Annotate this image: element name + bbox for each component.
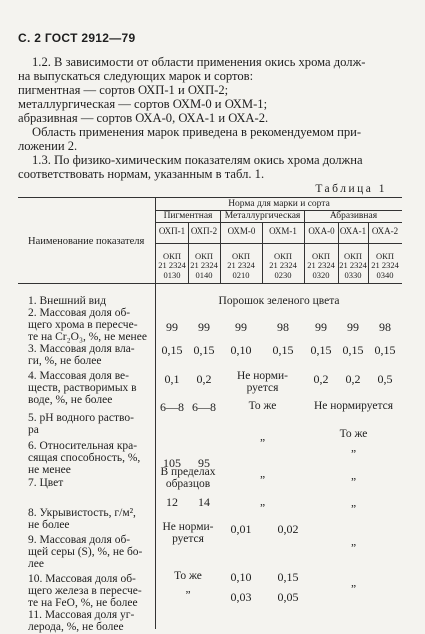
table-cell: 99: [235, 320, 247, 334]
paragraph-line: 1.3. По физико-химическим показателям окись хрома должна: [32, 153, 363, 167]
row-name: 3. Массовая доля вла-: [28, 343, 135, 355]
row-name: 11. Массовая доля уг-: [28, 609, 135, 621]
paragraph-line: металлургическая — сортов ОХМ-0 и ОХМ-1;: [18, 97, 268, 111]
group-rule: [156, 222, 402, 223]
row-name: 7. Цвет: [28, 477, 64, 489]
table-cell: 0,05: [277, 590, 299, 604]
table-cell: 99: [198, 320, 210, 334]
okp-code: 0130: [163, 269, 181, 280]
paragraph-line: ложении 2.: [18, 139, 78, 153]
okp-code: 21 2324: [190, 260, 218, 271]
header-bottom-rule: [18, 283, 402, 284]
table-cell: 98: [277, 320, 289, 334]
grade-rule: [156, 243, 402, 244]
norm-header: Норма для марки и сорта: [228, 199, 330, 209]
okp-label: ОКП: [376, 251, 394, 261]
okp-code: 0140: [195, 269, 213, 280]
table-cell: Не норми-: [236, 370, 289, 382]
table-cell: То же: [339, 428, 368, 440]
row-name: те на FeO, %, не более: [28, 597, 138, 609]
table-cell: „: [350, 442, 357, 454]
row-name: 1. Внешний вид: [28, 295, 107, 307]
paragraph-line: пигментная — сортов ОХП-1 и ОХП-2;: [18, 83, 229, 97]
row-name: щего железа в пересче-: [28, 585, 142, 597]
okp-code: 21 2324: [371, 260, 399, 271]
table-cell: „: [259, 496, 266, 508]
row-name: воде, %, не более: [28, 394, 113, 406]
okp-label: ОКП: [232, 251, 250, 261]
row-name: щего хрома в пересче-: [28, 319, 138, 331]
table-cell: 99: [166, 320, 178, 334]
table-cell: В пределах: [160, 466, 216, 478]
table-cell: „: [259, 468, 266, 480]
okp-label: ОКП: [163, 251, 181, 261]
grade-label: ОХМ-1: [269, 226, 297, 236]
table-cell: То же: [248, 400, 277, 412]
grade-label: ОХА-0: [308, 226, 335, 236]
table-caption: Таблица 1: [315, 183, 387, 195]
table-cell: „: [259, 431, 266, 443]
row-name: ра: [28, 424, 39, 436]
table-cell: 0,5: [377, 372, 393, 386]
table-cell: 0,15: [193, 343, 215, 357]
okp-code: 0230: [274, 269, 292, 280]
table-cell: 99: [347, 320, 359, 334]
row-name: щей серы (S), %, не бо-: [28, 546, 143, 558]
table-cell: 0,15: [310, 343, 332, 357]
table-cell: 0,2: [196, 372, 212, 386]
table-cell: „: [350, 577, 357, 589]
grade-label: ОХП-2: [190, 226, 218, 236]
table-cell: 6—8: [160, 400, 184, 414]
table-cell: 105: [163, 456, 181, 470]
row-name: 9. Массовая доля об-: [28, 534, 131, 546]
row-name: ществ, растворимых в: [28, 382, 137, 394]
row-name: 10. Массовая доля об-: [28, 573, 136, 585]
okp-label: ОКП: [312, 251, 330, 261]
table-cell: 0,15: [272, 343, 294, 357]
table-cell: 0,2: [313, 372, 329, 386]
table-cell: 0,10: [230, 570, 252, 584]
table-cell: 12: [166, 495, 178, 509]
okp-label: ОКП: [274, 251, 292, 261]
table-cell: руется: [172, 533, 204, 545]
table-cell: „: [350, 470, 357, 482]
table-cell: 0,15: [277, 570, 299, 584]
table-cell: „: [185, 583, 191, 595]
paragraph-line: абразивная — сортов ОХА-0, ОХА-1 и ОХА-2.: [18, 111, 269, 125]
grade-label: ОХА-2: [371, 226, 399, 236]
okp-code: 0330: [344, 269, 362, 280]
okp-code: 0210: [232, 269, 250, 280]
indicator-header: Наименование показателя: [28, 236, 145, 247]
table-cell: 98: [379, 320, 391, 334]
table-cell: 14: [198, 495, 210, 509]
table-cell: 0,1: [164, 372, 180, 386]
table-cell: 99: [315, 320, 327, 334]
table-cell: 0,15: [374, 343, 396, 357]
okp-code: 21 2324: [227, 260, 255, 271]
table-cell: 6—8: [192, 400, 216, 414]
row-name: сящая способность, %,: [28, 452, 141, 464]
grade-label: ОХП-1: [158, 226, 186, 236]
okp-label: ОКП: [195, 251, 213, 261]
table-cell: 95: [198, 456, 210, 470]
okp-label: ОКП: [344, 251, 362, 261]
row-name: лерода, %, не более: [28, 621, 124, 633]
okp-code: 21 2324: [269, 260, 297, 271]
table-cell: То же: [174, 570, 202, 582]
row-name: не более: [28, 519, 70, 531]
group-label: Абразивная: [329, 211, 378, 221]
table-cell: 0,10: [230, 343, 252, 357]
paragraph-line: соответствовать нормам, указанным в табл. 1.: [18, 167, 265, 181]
row-name: 2. Массовая доля об-: [28, 307, 131, 319]
table-cell: Порошок зеленого цвета: [218, 295, 340, 307]
okp-code: 21 2324: [339, 260, 367, 271]
row-name: те на Cr₂O₃, %, не менее: [28, 331, 147, 343]
paragraph-line: 1.2. В зависимости от области применения окись хрома долж-: [32, 55, 366, 69]
table-cell: руется: [246, 382, 279, 394]
table-cell: 0,2: [345, 372, 361, 386]
grade-label: ОХМ-0: [227, 226, 256, 236]
group-label: Металлургическая: [224, 211, 301, 221]
okp-code: 21 2324: [158, 260, 186, 271]
row-name: ги, %, не более: [28, 355, 102, 367]
row-name: лее: [28, 558, 44, 570]
row-name: 6. Относительная кра-: [28, 440, 138, 452]
okp-code: 0340: [376, 269, 394, 280]
table-cell: 0,15: [342, 343, 364, 357]
table-cell: 0,15: [161, 343, 183, 357]
table-cell: 0,03: [230, 590, 252, 604]
okp-code: 21 2324: [307, 260, 335, 271]
paragraph-line: на выпускаться следующих марок и сортов:: [18, 69, 254, 83]
grade-label: ОХА-1: [339, 226, 367, 236]
row-name: 4. Массовая доля ве-: [28, 370, 129, 382]
okp-code: 0320: [312, 269, 330, 280]
row-name: 5. pH водного раство-: [28, 412, 134, 424]
table-cell: „: [350, 536, 357, 548]
table-cell: Не нормируется: [313, 400, 394, 412]
table-cell: „: [350, 497, 357, 509]
table-cell: Не норми-: [162, 521, 214, 533]
page-header: С. 2 ГОСТ 2912—79: [18, 31, 136, 45]
row-name: не менее: [28, 464, 71, 476]
group-label: Пигментная: [163, 211, 213, 221]
paragraph-line: Область применения марок приведена в рекомендуемом при-: [32, 125, 362, 139]
row-name: 8. Укрывистость, г/м²,: [28, 507, 136, 519]
table-cell: 0,02: [277, 522, 299, 536]
table-cell: образцов: [165, 478, 211, 490]
table-top-rule: [18, 197, 402, 198]
table-cell: 0,01: [230, 522, 252, 536]
